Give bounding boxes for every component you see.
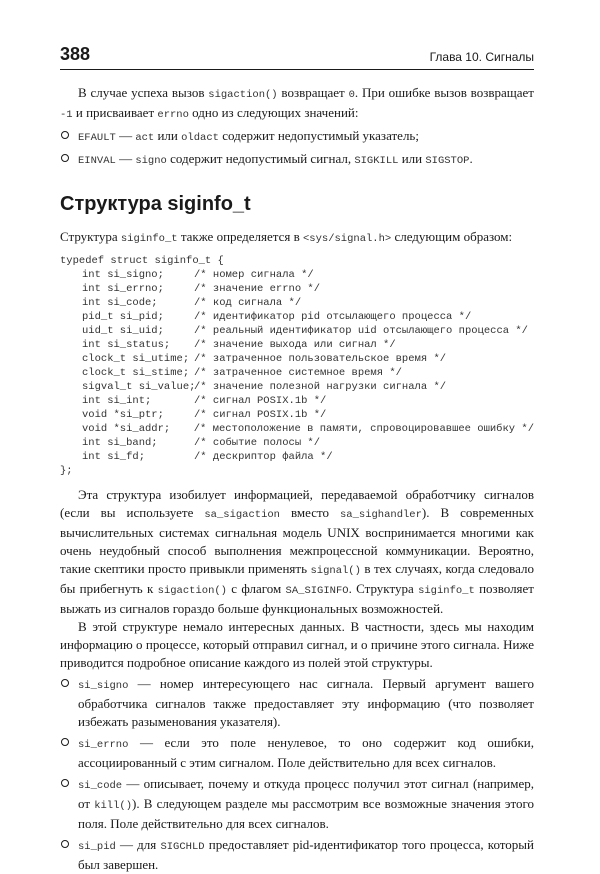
code-declaration: int si_code; <box>82 297 158 309</box>
code-line <box>60 352 534 366</box>
running-head: Глава 10. Сигналы <box>429 50 534 64</box>
code-comment: /* затраченное системное время */ <box>194 367 402 379</box>
code-line <box>60 408 534 422</box>
field-list <box>60 675 534 874</box>
bullet-icon <box>61 779 69 787</box>
code-comment: /* сигнал POSIX.1b */ <box>194 409 327 421</box>
code-term: errno <box>157 109 189 121</box>
code-declaration: sigval_t si_value; <box>82 381 196 393</box>
code-line <box>60 450 534 464</box>
code-comment: /* значение полезной нагрузки сигнала */ <box>194 381 447 393</box>
page-number: 388 <box>60 44 91 64</box>
code-line <box>60 310 534 324</box>
code-declaration: void *si_addr; <box>82 423 171 435</box>
code-declaration: int si_errno; <box>82 283 164 295</box>
code-declaration: int si_signo; <box>82 269 164 281</box>
section-lead: Структура siginfo_t также определяется в <sys/signal.h> следующим образом: <box>60 229 513 245</box>
code-line: }; <box>60 465 73 477</box>
code-declaration: clock_t si_utime; <box>82 353 190 365</box>
code-comment: /* код сигнала */ <box>194 297 302 309</box>
code-term: sigaction() <box>208 89 278 101</box>
code-line <box>60 338 534 352</box>
list-item: si_errno — если это поле ненулевое, то оно содержит код ошибки, ассоциированный с этим сигналом. Поле действительно для всех сигналов. <box>60 734 534 772</box>
code-line <box>60 380 534 394</box>
code-line <box>60 324 534 338</box>
bullet-icon <box>61 154 69 162</box>
bullet-icon <box>61 679 69 687</box>
code-comment: /* реальный идентификатор uid отсылающего процесса */ <box>194 325 528 337</box>
list-item: si_code — описывает, почему и откуда процесс получил этот сигнал (например, от kill()). В следующем разделе мы рассмотрим все возможные значения этого поля. Поле действительно для всех сигналов. <box>60 775 534 833</box>
code-line: typedef struct siginfo_t { <box>60 255 224 267</box>
code-declaration: clock_t si_stime; <box>82 367 190 379</box>
code-declaration: uid_t si_uid; <box>82 325 164 337</box>
code-declaration: pid_t si_pid; <box>82 311 164 323</box>
code-comment: /* дескриптор файла */ <box>194 451 333 463</box>
code-declaration: void *si_ptr; <box>82 409 164 421</box>
body-paragraph: Эта структура изобилует информацией, передаваемой обработчику сигналов (если вы используете sa_sigaction вместо sa_sighandler). В современных вычислительных системах сигнальная модель UNIX воспринимается многими как очень неудобный способ выполнения межпроцессной коммуникации. Вероятно, такие скептики просто привыкли применять signal() в тех случаях, когда следовало бы прибегнуть к sigaction() с флагом SA_SIGINFO. Структура siginfo_t позволяет выжать из сигналов гораздо больше функциональных возможностей. <box>60 487 535 616</box>
code-line <box>60 366 534 380</box>
code-comment: /* идентификатор pid отсылающего процесса */ <box>194 311 472 323</box>
code-line <box>60 296 534 310</box>
code-line <box>60 436 534 450</box>
list-item: si_signo — номер интересующего нас сигнала. Первый аргумент вашего обработчика сигналов также предоставляет эту информацию (что позволяет избежать разыменования указателя). <box>60 675 534 731</box>
code-declaration: int si_band; <box>82 437 158 449</box>
code-listing <box>60 254 534 478</box>
code-comment: /* местоположение в памяти, спровоцировавшее ошибку */ <box>193 423 534 435</box>
body-paragraph: В этой структуре немало интересных данных. В частности, здесь мы находим информацию о процессе, который отправил сигнал, и о причине этого сигнала. Ниже приводится подробное описание каждого из полей этой структуры. <box>60 619 534 670</box>
code-line <box>60 282 534 296</box>
code-term: 0 <box>348 89 355 101</box>
code-comment: /* значение errno */ <box>194 283 321 295</box>
bullet-icon <box>61 131 69 139</box>
code-comment: /* сигнал POSIX.1b */ <box>194 395 327 407</box>
bullet-icon <box>61 840 69 848</box>
code-declaration: int si_int; <box>82 395 152 407</box>
header-rule <box>60 69 534 70</box>
code-comment: /* событие полосы */ <box>194 437 321 449</box>
page-content <box>60 84 534 874</box>
list-item: si_pid — для SIGCHLD предоставляет pid-идентификатор того процесса, который был завершен. <box>60 836 534 874</box>
code-comment: /* значение выхода или сигнал */ <box>194 339 396 351</box>
list-item: EINVAL — signo содержит недопустимый сигнал, SIGKILL или SIGSTOP. <box>60 150 534 170</box>
code-declaration: int si_fd; <box>82 451 146 463</box>
bullet-icon <box>61 738 69 746</box>
code-comment: /* номер сигнала */ <box>194 269 314 281</box>
code-declaration: int si_status; <box>82 339 171 351</box>
code-line <box>60 394 534 408</box>
code-line <box>60 268 534 282</box>
error-list <box>60 127 534 170</box>
code-line <box>60 422 534 436</box>
section-heading: Структура siginfo_t <box>60 193 251 215</box>
intro-paragraph: В случае успеха вызов sigaction() возвращает 0. При ошибке вызов возвращает -1 и присваивает errno одно из следующих значений: <box>60 85 534 121</box>
code-comment: /* затраченное пользовательское время */ <box>194 353 447 365</box>
code-term: -1 <box>60 109 73 121</box>
list-item: EFAULT — act или oldact содержит недопустимый указатель; <box>60 127 534 147</box>
